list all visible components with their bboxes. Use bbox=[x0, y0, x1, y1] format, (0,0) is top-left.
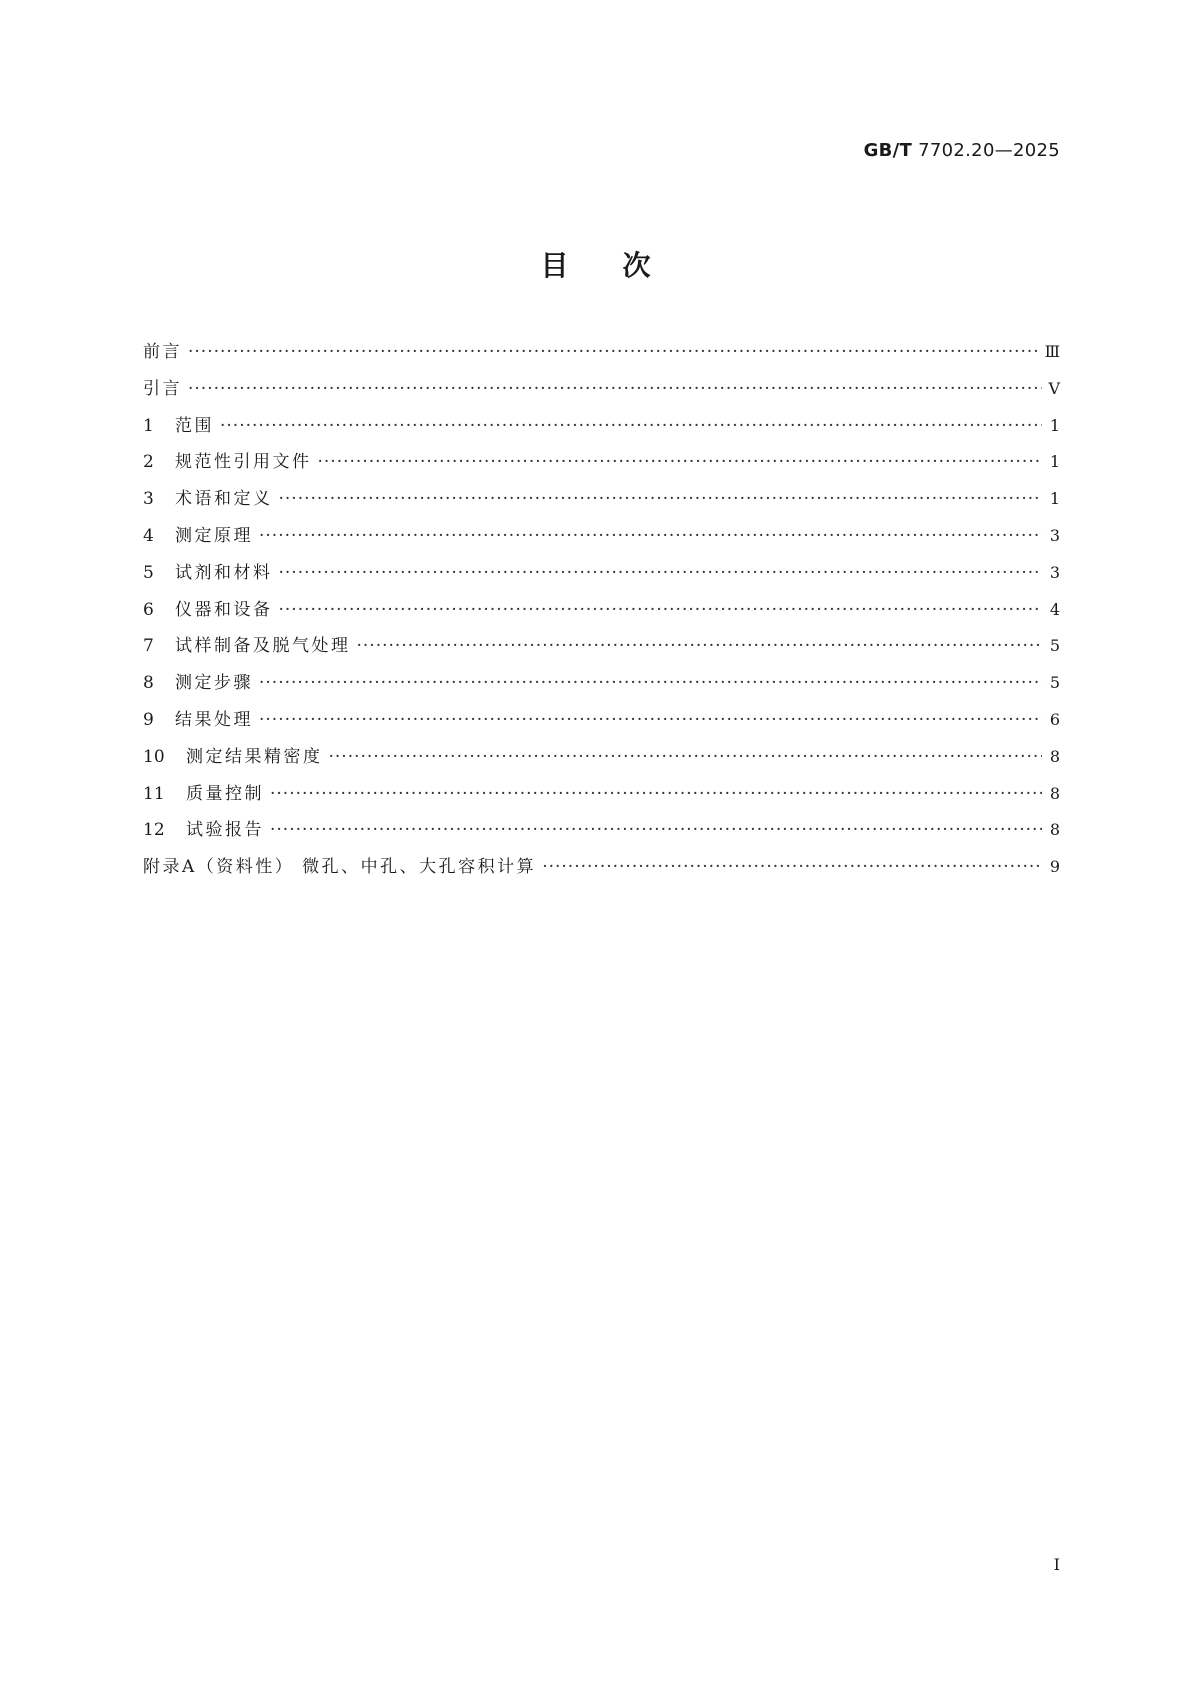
toc-dot-leader bbox=[542, 857, 1042, 877]
toc-entry-number: 9 bbox=[143, 709, 154, 730]
toc-entry-page: Ⅲ bbox=[1044, 342, 1060, 361]
toc-dot-leader bbox=[279, 600, 1043, 620]
toc-entry[interactable] bbox=[143, 337, 1060, 374]
toc-entry-page: 3 bbox=[1049, 525, 1060, 545]
toc-entry[interactable] bbox=[143, 705, 1060, 742]
standard-code bbox=[864, 140, 1060, 161]
toc-entry[interactable] bbox=[143, 668, 1060, 705]
toc-entry-page: 1 bbox=[1049, 489, 1060, 509]
toc-entry[interactable] bbox=[143, 374, 1060, 411]
toc-entry-title: 质量控制 bbox=[186, 783, 264, 804]
toc-entry-page: Ⅴ bbox=[1048, 378, 1060, 398]
toc-entry-title: 术语和定义 bbox=[175, 489, 273, 510]
toc-dot-leader bbox=[220, 416, 1042, 436]
toc-entry-title: 试样制备及脱气处理 bbox=[175, 636, 351, 657]
toc-entry[interactable] bbox=[143, 411, 1060, 448]
toc-dot-leader bbox=[188, 379, 1042, 399]
toc-entry-page: 8 bbox=[1049, 783, 1060, 803]
toc-dot-leader bbox=[259, 710, 1042, 730]
toc-entry-title: 结果处理 bbox=[175, 709, 253, 730]
toc-entry-page: 1 bbox=[1049, 415, 1060, 435]
toc-entry[interactable] bbox=[143, 558, 1060, 595]
standard-number: 7702.20—2025 bbox=[918, 140, 1060, 161]
toc-entry-title: 测定结果精密度 bbox=[186, 746, 323, 767]
toc-entry-page: 1 bbox=[1049, 452, 1060, 472]
toc-entry[interactable] bbox=[143, 779, 1060, 816]
toc-dot-leader bbox=[279, 563, 1043, 583]
toc-entry-page: 8 bbox=[1049, 820, 1060, 840]
toc-entry-title: 前言 bbox=[143, 342, 182, 362]
toc-entry-number: 4 bbox=[143, 525, 154, 546]
toc-entry-page: 5 bbox=[1049, 636, 1060, 656]
toc-entry[interactable] bbox=[143, 815, 1060, 852]
toc-entry-number: 10 bbox=[143, 746, 165, 767]
toc-entry[interactable] bbox=[143, 484, 1060, 521]
toc-entry-page: 5 bbox=[1049, 673, 1060, 693]
toc-entry-title: 仪器和设备 bbox=[175, 599, 273, 620]
toc-entry-number: 5 bbox=[143, 562, 154, 583]
toc-entry[interactable] bbox=[143, 447, 1060, 484]
toc-entry-title: 试剂和材料 bbox=[175, 562, 273, 583]
toc-entry-number: 6 bbox=[143, 599, 154, 620]
toc-entry-page: 8 bbox=[1049, 746, 1060, 766]
toc-entry-number: 8 bbox=[143, 673, 154, 694]
toc-entry-page: 9 bbox=[1049, 857, 1060, 877]
toc-entry-title: 范围 bbox=[175, 415, 214, 436]
toc-entry[interactable] bbox=[143, 595, 1060, 632]
toc-title: 目次 bbox=[540, 249, 705, 282]
toc-entry[interactable] bbox=[143, 631, 1060, 668]
toc-entry[interactable] bbox=[143, 852, 1060, 889]
page-number: Ⅰ bbox=[1053, 1555, 1060, 1574]
toc-entry-number: 2 bbox=[143, 452, 154, 473]
toc-dot-leader bbox=[318, 452, 1043, 472]
toc-dot-leader bbox=[329, 747, 1043, 767]
standard-prefix: GB/T bbox=[863, 140, 913, 161]
toc-entry-title: 试验报告 bbox=[186, 820, 264, 841]
toc-entry[interactable] bbox=[143, 742, 1060, 779]
toc-entry-title: 引言 bbox=[143, 378, 182, 399]
toc-entry-number: 12 bbox=[143, 820, 165, 841]
toc-dot-leader bbox=[357, 636, 1043, 656]
toc-dot-leader bbox=[270, 784, 1042, 804]
toc-dot-leader bbox=[270, 820, 1042, 840]
toc-entry-number: 11 bbox=[143, 783, 165, 804]
toc-entry-number: 1 bbox=[143, 415, 154, 436]
toc-entry-page: 6 bbox=[1049, 709, 1060, 729]
toc-entry-title: 附录A（资料性） 微孔、中孔、大孔容积计算 bbox=[143, 857, 537, 878]
toc-entry-number: 3 bbox=[143, 489, 154, 510]
toc-dot-leader bbox=[279, 489, 1043, 509]
toc-dot-leader bbox=[188, 342, 1041, 362]
toc-entry[interactable] bbox=[143, 521, 1060, 558]
toc-dot-leader bbox=[259, 526, 1042, 546]
toc-entry-title: 测定步骤 bbox=[175, 673, 253, 694]
toc-entry-page: 3 bbox=[1049, 562, 1060, 582]
toc-entry-title: 规范性引用文件 bbox=[175, 452, 312, 473]
table-of-contents bbox=[143, 337, 1060, 889]
toc-entry-title: 测定原理 bbox=[175, 525, 253, 546]
toc-entry-page: 4 bbox=[1049, 599, 1060, 619]
toc-entry-number: 7 bbox=[143, 636, 154, 657]
toc-dot-leader bbox=[259, 673, 1042, 693]
